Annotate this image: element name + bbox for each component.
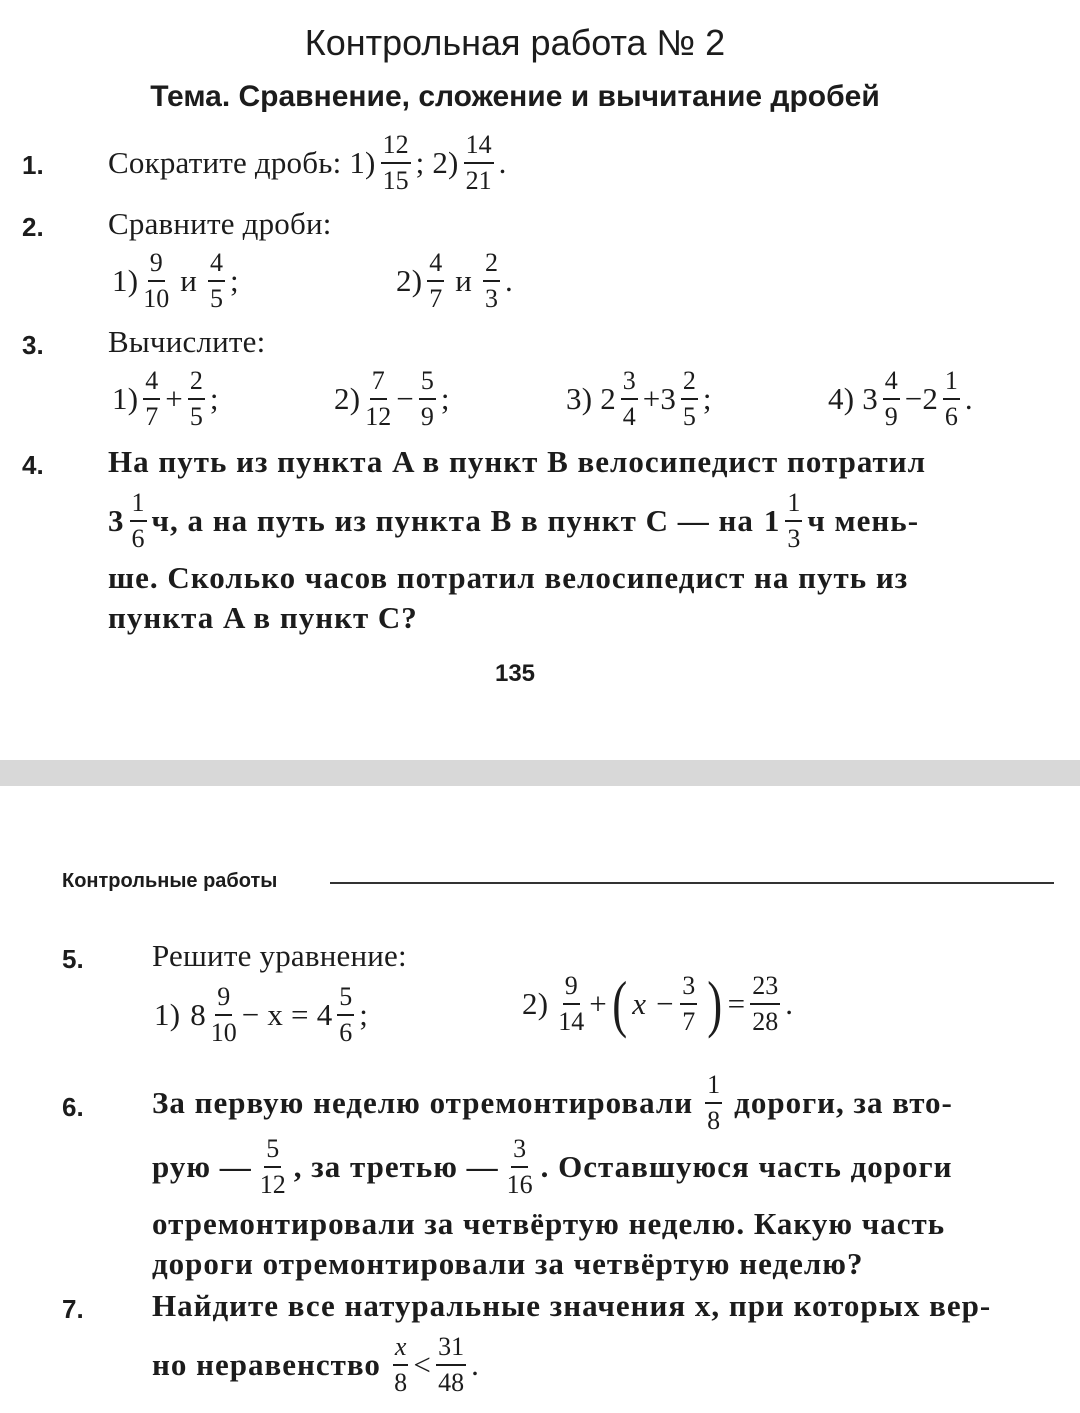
equation-1: 1) 8 $\frac{9}{10}$ − x = 4 $\frac{5}{6}$ ; (154, 982, 369, 1047)
task-number: 2. (22, 212, 44, 242)
task-2-item: 1) $\frac{9}{10}$ и $\frac{4}{5}$ ; (112, 248, 239, 313)
task-text: Решите уравнение: (152, 938, 407, 973)
page-number: 135 (494, 660, 536, 687)
task-number: 4. (22, 450, 44, 480)
page-divider (0, 760, 1080, 786)
task-number: 6. (62, 1092, 84, 1122)
page-title: Контрольная работа № 2 (304, 22, 726, 63)
task-text: дороги отремонтировали за четвёртую неделю? (152, 1246, 864, 1281)
task-3-item: 4) 3 $\frac{4}{9}$ − 2 $\frac{1}{6}$ . (828, 366, 973, 431)
task-2-item: 2) $\frac{4}{7}$ и $\frac{2}{3}$ . (396, 248, 513, 313)
task-6-line2: рую — $\frac{5}{12}$ , за третью — $\frac{3}{16}$ . Оставшуюся часть дороги (152, 1134, 953, 1199)
task-text: ше. Сколько часов потратил велосипедист на путь из (108, 560, 909, 595)
task-number: 1. (22, 150, 44, 180)
task-7-line2: но неравенство $\frac{x}{8}$ < $\frac{31}{48}$ . (152, 1332, 480, 1397)
task-number: 5. (62, 944, 84, 974)
fraction: $\frac{12}{15}$ (382, 130, 409, 195)
task-text: Найдите все натуральные значения x, при которых вер- (152, 1288, 992, 1323)
header-rule (330, 882, 1054, 884)
page-subtitle: Тема. Сравнение, сложение и вычитание дробей (150, 80, 880, 113)
task-text: пункта A в пункт C? (108, 600, 418, 635)
task-1-line: Сократите дробь: 1) $\frac{12}{15}$ ; 2) $\frac{14}{21}$ . (108, 130, 507, 195)
fraction: $\frac{14}{21}$ (465, 130, 492, 195)
task-text: Сократите дробь: 1) (108, 145, 376, 180)
task-3-item: 2) $\frac{7}{12}$ − $\frac{5}{9}$ ; (334, 366, 450, 431)
task-text: Сравните дроби: (108, 206, 332, 241)
task-4-line2: 3 $\frac{1}{6}$ ч, а на путь из пункта B в пункт C — на 1 $\frac{1}{3}$ ч мень- (108, 488, 920, 553)
task-text: отремонтировали за четвёртую неделю. Какую часть (152, 1206, 946, 1241)
running-header: Контрольные работы (62, 870, 278, 892)
equation-2: 2) $\frac{9}{14}$ + ( x − $\frac{3}{7}$ ) = $\frac{23}{28}$ . (522, 968, 794, 1039)
task-number: 7. (62, 1294, 84, 1324)
task-6-line1: За первую неделю отремонтировали $\frac{1}{8}$ дороги, за вто- (152, 1070, 953, 1135)
task-number: 3. (22, 330, 44, 360)
task-text: Вычислите: (108, 324, 266, 359)
task-text: На путь из пункта A в пункт B велосипедист потратил (108, 444, 926, 479)
task-3-item: 1) $\frac{4}{7}$ + $\frac{2}{5}$ ; (112, 366, 219, 431)
task-3-item: 3) 2 $\frac{3}{4}$ + 3 $\frac{2}{5}$ ; (566, 366, 712, 431)
